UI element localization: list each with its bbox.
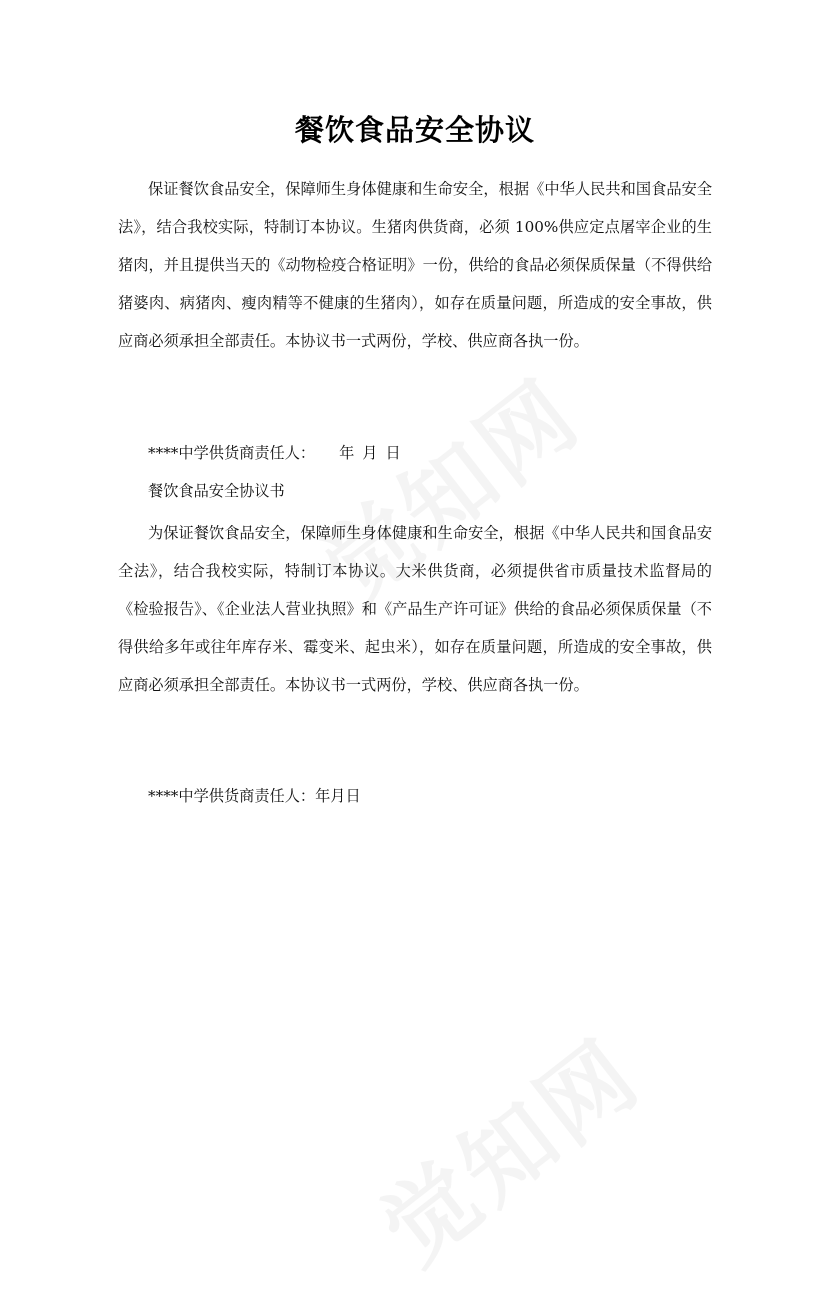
document-subtitle: 餐饮食品安全协议书 [148,482,285,500]
agreement-paragraph-pork: 保证餐饮食品安全，保障师生身体健康和生命安全，根据《中华人民共和国食品安全法》，结合我校实际，特制订本协议。生猪肉供货商，必须 100%供应定点屠宰企业的生猪肉，并且提供当天的《动物检疫合格证明》一份，供给的食品必须保质保量（不得供给猪婆肉、病猪肉、瘦肉精等不健康的生猪肉），如存在质量问题，所造成的安全事故，供应商必须承担全部责任。本协议书一式两份，学校、供应商各执一份。 [118,180,712,350]
signature-month: 月 [362,444,378,462]
document-title: 餐饮食品安全协议 [294,113,535,147]
signature-line-1 [118,434,712,472]
watermark [351,1003,664,1288]
signature-line-2: ****中学供货商责任人：年月日 [148,787,361,805]
agreement-paragraph-rice: 为保证餐饮食品安全，保障师生身体健康和生命安全，根据《中华人民共和国食品安全法》，结合我校实际，特制订本协议。大米供货商，必须提供省市质量技术监督局的《检验报告》、《企业法人营业执照》和《产品生产许可证》供给的食品必须保质保量（不得供给多年或往年库存米、霉变米、起虫米），如存在质量问题，所造成的安全事故，供应商必须承担全部责任。本协议书一式两份，学校、供应商各执一份。 [118,524,712,694]
signature-day: 日 [385,444,401,462]
signature-year: 年 [339,444,355,462]
signature-party: ****中学供货商责任人： [148,444,316,462]
